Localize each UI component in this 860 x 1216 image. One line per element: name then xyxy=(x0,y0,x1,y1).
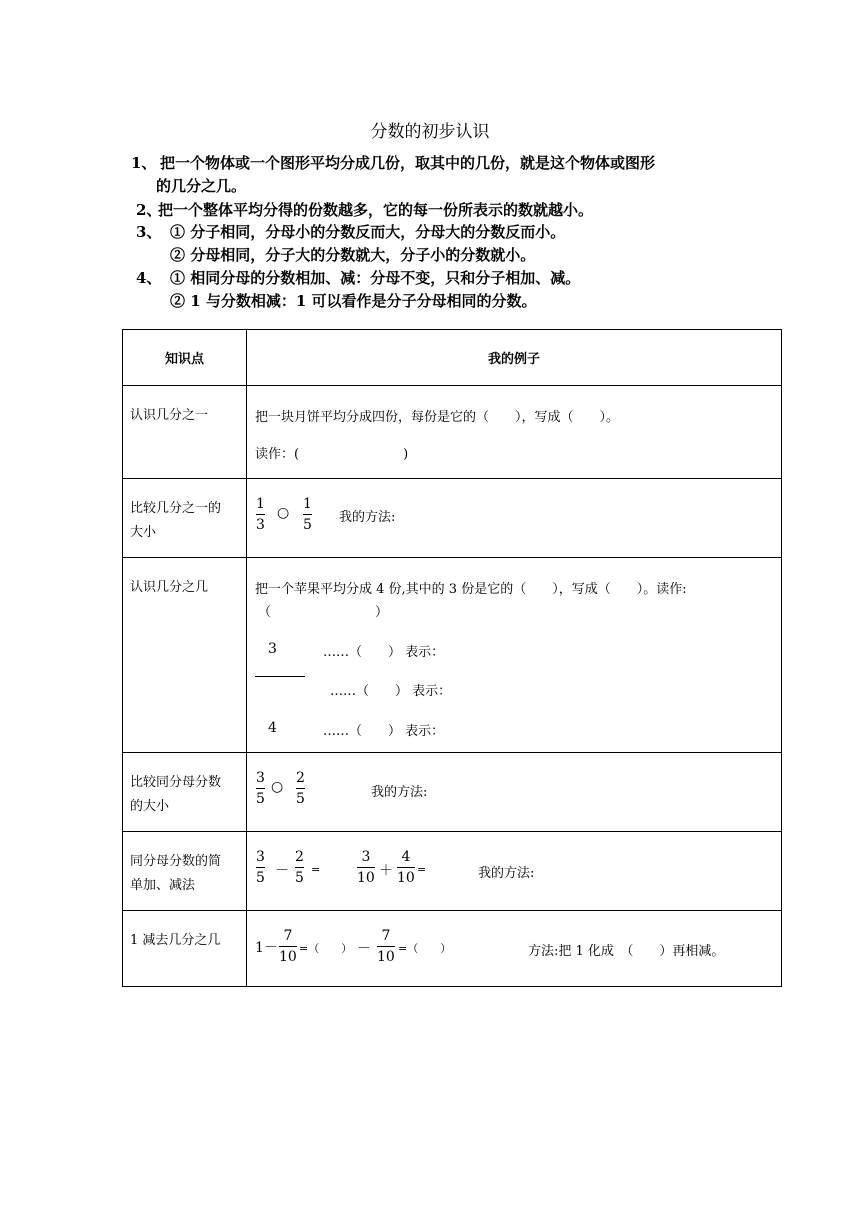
fraction-bar xyxy=(377,946,395,947)
fraction xyxy=(256,848,265,887)
fraction xyxy=(377,927,395,966)
one-minus: 1－ xyxy=(255,940,278,956)
point-1-label: 1、 xyxy=(131,154,157,172)
point-1-text: 把一个物体或一个图形平均分成几份，取其中的几份，就是这个物体或图形 xyxy=(160,154,656,172)
numerator-desc: ……（ ） 表示： xyxy=(323,645,445,660)
fraction xyxy=(256,769,265,808)
example-cell xyxy=(247,386,782,479)
plus-sign: ＋ xyxy=(379,863,393,879)
method-label: 我的方法: xyxy=(339,510,396,525)
equals-blank: =（ ） xyxy=(299,942,353,955)
numerator: 2 xyxy=(295,849,304,865)
point-2-text: 把一个整体平均分得的份数越多，它的每一份所表示的数就越小。 xyxy=(158,201,594,219)
denominator: 10 xyxy=(357,870,375,886)
table-row xyxy=(123,386,782,479)
point-3-text-a: ① 分子相同，分母小的分数反而大，分母大的分数反而小。 xyxy=(170,223,566,241)
fraction-bar xyxy=(255,676,305,677)
minus-sign: － xyxy=(357,941,371,957)
fraction-bar xyxy=(296,788,305,789)
point-1-text-cont: 的几分之几。 xyxy=(156,177,247,195)
method-label: 我的方法: xyxy=(478,866,535,881)
example-cell xyxy=(247,911,782,987)
fraction xyxy=(303,495,312,534)
equals-sign: = xyxy=(417,863,427,876)
header-knowledge-point: 知识点 xyxy=(123,330,247,386)
fraction xyxy=(296,769,305,808)
numerator: 1 xyxy=(256,496,265,512)
numerator: 3 xyxy=(256,849,265,865)
fraction xyxy=(256,495,265,534)
fraction-bar xyxy=(256,867,265,868)
topic-line: 比较同分母分数 xyxy=(130,775,222,790)
table-row xyxy=(123,479,782,558)
compare-circle: ○ xyxy=(271,779,284,795)
point-4-text-b: ② 1 与分数相减：1 可以看作是分子分母相同的分数。 xyxy=(170,292,537,310)
fraction xyxy=(357,848,375,887)
example-line: 把一个苹果平均分成 4 份,其中的 3 份是它的（ ），写成（ ）。读作: xyxy=(255,582,687,597)
header-my-example: 我的例子 xyxy=(247,330,782,386)
example-line: 把一块月饼平均分成四份，每份是它的（ ），写成（ ）。 xyxy=(255,410,620,425)
compare-circle: ○ xyxy=(277,505,290,521)
numerator: 1 xyxy=(303,496,312,512)
equals-sign: = xyxy=(311,863,321,876)
topic-cell: 认识几分之一 xyxy=(123,386,247,479)
topic-cell xyxy=(123,832,247,911)
topic-cell xyxy=(123,753,247,832)
point-4-label: 4、 xyxy=(136,269,162,287)
topic-cell: 1 减去几分之几 xyxy=(123,911,247,987)
denominator: 5 xyxy=(256,791,265,807)
example-cell xyxy=(247,558,782,753)
numerator: 4 xyxy=(401,849,411,865)
fraction-bar xyxy=(357,867,375,868)
topic-cell xyxy=(123,479,247,558)
table-row xyxy=(123,558,782,753)
denominator: 5 xyxy=(296,791,305,807)
point-4-text-a: ① 相同分母的分数相加、减：分母不变，只和分子相加、减。 xyxy=(170,269,581,287)
denominator: 4 xyxy=(268,720,277,736)
denominator: 10 xyxy=(397,870,415,886)
topic-line: 比较几分之一的 xyxy=(130,501,222,516)
fraction xyxy=(279,927,297,966)
fraction-bar xyxy=(295,867,304,868)
example-line: （ ） xyxy=(258,605,389,620)
denominator: 5 xyxy=(256,870,265,886)
method-label: 我的方法: xyxy=(371,785,428,800)
denominator: 10 xyxy=(377,949,395,965)
table-row xyxy=(123,753,782,832)
point-2-label: 2、 xyxy=(136,201,162,219)
topic-line: 单加、减法 xyxy=(130,878,196,893)
topic-line: 大小 xyxy=(130,525,157,540)
fraction-bar xyxy=(397,867,415,868)
equals-blank: =（ ） xyxy=(398,942,452,955)
denominator: 3 xyxy=(256,517,265,533)
fraction-bar xyxy=(303,514,312,515)
page-title: 分数的初步认识 xyxy=(370,122,490,142)
numerator: 3 xyxy=(256,770,265,786)
fraction-bar xyxy=(256,514,265,515)
point-3-text-b: ② 分母相同，分子大的分数就大，分子小的分数就小。 xyxy=(170,246,536,264)
knowledge-table xyxy=(122,329,782,987)
example-cell xyxy=(247,479,782,558)
table-row xyxy=(123,911,782,987)
minus-sign: － xyxy=(275,863,289,879)
denominator: 5 xyxy=(303,517,312,533)
method-label: 方法:把 1 化成 （ ）再相减。 xyxy=(528,944,725,959)
example-cell xyxy=(247,832,782,911)
example-cell xyxy=(247,753,782,832)
table-row xyxy=(123,832,782,911)
example-line: 读作：( ) xyxy=(255,447,409,462)
topic-cell: 认识几分之几 xyxy=(123,558,247,753)
denominator: 5 xyxy=(295,870,304,886)
denominator: 10 xyxy=(279,949,297,965)
numerator: 7 xyxy=(283,928,293,944)
point-3-label: 3、 xyxy=(136,223,162,241)
fraction xyxy=(397,848,415,887)
denominator-desc: ……（ ） 表示： xyxy=(323,724,445,739)
topic-line: 的大小 xyxy=(130,799,170,814)
fraction-bar xyxy=(256,788,265,789)
numerator: 3 xyxy=(268,641,277,657)
fraction-bar xyxy=(279,946,297,947)
fraction xyxy=(295,848,304,887)
numerator: 3 xyxy=(361,849,371,865)
numerator: 2 xyxy=(296,770,305,786)
numerator: 7 xyxy=(381,928,391,944)
bar-desc: ……（ ） 表示： xyxy=(330,684,452,699)
topic-line: 同分母分数的简 xyxy=(130,854,222,869)
